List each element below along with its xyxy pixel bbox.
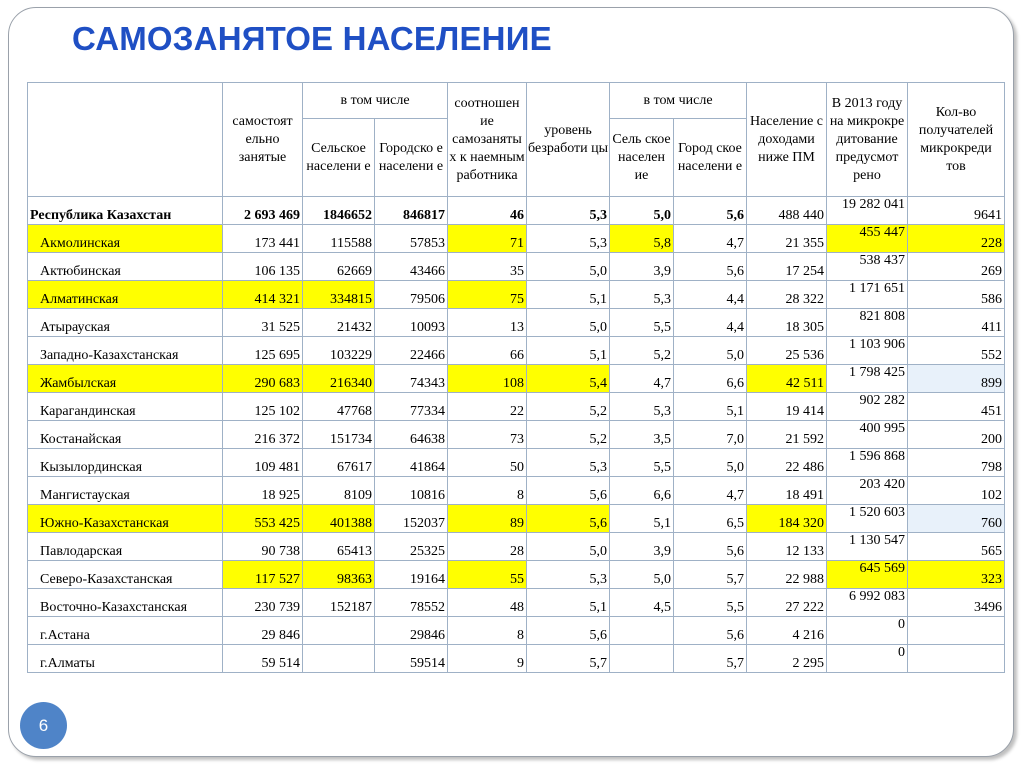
cell-urban: 79506 (375, 281, 448, 309)
cell-ratio: 50 (448, 449, 527, 477)
cell-unemp-rural: 3,5 (610, 421, 674, 449)
row-region: г.Алматы (28, 645, 223, 673)
cell-self-employed: 90 738 (223, 533, 303, 561)
row-region: Костанайская (28, 421, 223, 449)
header-ratio: соотношен ие самозаняты х к наемным работника (448, 83, 527, 197)
header-below-pm: Население с доходами ниже ПМ (747, 83, 827, 197)
cell-unemp-urban: 4,4 (674, 281, 747, 309)
cell-microcredit: 1 596 868 (827, 449, 908, 477)
cell-unemp-urban: 5,6 (674, 617, 747, 645)
header-urban-pop: Городско е населени е (375, 119, 448, 197)
table-row (28, 589, 1005, 617)
row-region: Жамбылская (28, 365, 223, 393)
cell-below-pm: 488 440 (747, 197, 827, 225)
cell-below-pm: 42 511 (747, 365, 827, 393)
row-region: Кызылординская (28, 449, 223, 477)
cell-below-pm: 17 254 (747, 253, 827, 281)
table-row (28, 225, 1005, 253)
table-row (28, 561, 1005, 589)
cell-unemp-urban: 5,5 (674, 589, 747, 617)
row-region: Павлодарская (28, 533, 223, 561)
cell-unemp: 5,2 (527, 421, 610, 449)
cell-unemp-rural: 5,3 (610, 393, 674, 421)
cell-borrowers (908, 645, 1005, 673)
table-row (28, 617, 1005, 645)
table-row (28, 393, 1005, 421)
row-region: Актюбинская (28, 253, 223, 281)
cell-below-pm: 25 536 (747, 337, 827, 365)
cell-borrowers: 798 (908, 449, 1005, 477)
cell-rural: 21432 (303, 309, 375, 337)
cell-unemp-rural: 4,7 (610, 365, 674, 393)
cell-urban: 10816 (375, 477, 448, 505)
cell-unemp-urban: 5,7 (674, 645, 747, 673)
cell-microcredit: 203 420 (827, 477, 908, 505)
cell-microcredit: 1 171 651 (827, 281, 908, 309)
row-region: Южно-Казахстанская (28, 505, 223, 533)
cell-microcredit: 1 130 547 (827, 533, 908, 561)
cell-microcredit: 1 798 425 (827, 365, 908, 393)
cell-unemp: 5,0 (527, 253, 610, 281)
cell-ratio: 35 (448, 253, 527, 281)
cell-unemp-urban: 5,1 (674, 393, 747, 421)
cell-below-pm: 4 216 (747, 617, 827, 645)
cell-unemp: 5,4 (527, 365, 610, 393)
cell-unemp-rural (610, 617, 674, 645)
cell-ratio: 75 (448, 281, 527, 309)
cell-unemp-rural: 5,0 (610, 561, 674, 589)
cell-unemp-rural: 4,5 (610, 589, 674, 617)
cell-rural: 152187 (303, 589, 375, 617)
table-row (28, 449, 1005, 477)
cell-self-employed: 117 527 (223, 561, 303, 589)
cell-below-pm: 21 355 (747, 225, 827, 253)
cell-rural: 98363 (303, 561, 375, 589)
cell-unemp-urban: 6,6 (674, 365, 747, 393)
table-row (28, 477, 1005, 505)
cell-unemp-rural: 5,8 (610, 225, 674, 253)
cell-unemp-urban: 7,0 (674, 421, 747, 449)
page-number-badge: 6 (20, 702, 67, 749)
cell-below-pm: 12 133 (747, 533, 827, 561)
cell-self-employed: 109 481 (223, 449, 303, 477)
cell-unemp: 5,6 (527, 617, 610, 645)
cell-unemp-urban: 4,7 (674, 225, 747, 253)
cell-unemp: 5,0 (527, 309, 610, 337)
cell-rural (303, 645, 375, 673)
table-row (28, 365, 1005, 393)
cell-ratio: 9 (448, 645, 527, 673)
cell-below-pm: 28 322 (747, 281, 827, 309)
cell-self-employed: 2 693 469 (223, 197, 303, 225)
cell-below-pm: 18 491 (747, 477, 827, 505)
cell-unemp-urban: 5,0 (674, 449, 747, 477)
cell-borrowers: 269 (908, 253, 1005, 281)
table-row (28, 645, 1005, 673)
cell-unemp: 5,2 (527, 393, 610, 421)
cell-borrowers: 899 (908, 365, 1005, 393)
cell-rural: 65413 (303, 533, 375, 561)
cell-rural: 8109 (303, 477, 375, 505)
cell-unemp-rural: 3,9 (610, 533, 674, 561)
cell-unemp: 5,3 (527, 561, 610, 589)
cell-borrowers: 9641 (908, 197, 1005, 225)
cell-below-pm: 184 320 (747, 505, 827, 533)
header-rural-pop: Сельское населени е (303, 119, 375, 197)
cell-rural: 47768 (303, 393, 375, 421)
cell-ratio: 28 (448, 533, 527, 561)
cell-borrowers: 323 (908, 561, 1005, 589)
cell-self-employed: 125 695 (223, 337, 303, 365)
cell-unemp: 5,1 (527, 281, 610, 309)
cell-borrowers (908, 617, 1005, 645)
cell-self-employed: 173 441 (223, 225, 303, 253)
cell-urban: 41864 (375, 449, 448, 477)
cell-urban: 25325 (375, 533, 448, 561)
cell-unemp-urban: 5,6 (674, 533, 747, 561)
cell-below-pm: 19 414 (747, 393, 827, 421)
cell-unemp-rural: 6,6 (610, 477, 674, 505)
row-region: Республика Казахстан (28, 197, 223, 225)
cell-borrowers: 565 (908, 533, 1005, 561)
cell-unemp: 5,6 (527, 505, 610, 533)
cell-urban: 64638 (375, 421, 448, 449)
cell-microcredit: 455 447 (827, 225, 908, 253)
cell-self-employed: 290 683 (223, 365, 303, 393)
table-row (28, 421, 1005, 449)
cell-ratio: 66 (448, 337, 527, 365)
cell-unemp-rural: 5,5 (610, 309, 674, 337)
header-unemp-rural: Сель ское населен ие (610, 119, 674, 197)
cell-self-employed: 230 739 (223, 589, 303, 617)
cell-ratio: 55 (448, 561, 527, 589)
cell-unemp: 5,3 (527, 449, 610, 477)
cell-ratio: 108 (448, 365, 527, 393)
cell-below-pm: 2 295 (747, 645, 827, 673)
row-region: Мангистауская (28, 477, 223, 505)
table-row-total (28, 197, 1005, 225)
cell-self-employed: 18 925 (223, 477, 303, 505)
cell-rural: 67617 (303, 449, 375, 477)
cell-unemp-urban: 4,4 (674, 309, 747, 337)
cell-borrowers: 411 (908, 309, 1005, 337)
cell-unemp: 5,7 (527, 645, 610, 673)
cell-urban: 43466 (375, 253, 448, 281)
cell-ratio: 13 (448, 309, 527, 337)
cell-ratio: 73 (448, 421, 527, 449)
cell-borrowers: 102 (908, 477, 1005, 505)
row-region: Акмолинская (28, 225, 223, 253)
header-microcredit: В 2013 году на микрокре дитование предусмот рено (827, 83, 908, 197)
cell-urban: 10093 (375, 309, 448, 337)
cell-rural: 115588 (303, 225, 375, 253)
table-row (28, 337, 1005, 365)
row-region: Атырауская (28, 309, 223, 337)
header-unemp-urban: Город ское населени е (674, 119, 747, 197)
cell-urban: 57853 (375, 225, 448, 253)
table-row (28, 505, 1005, 533)
cell-unemp-rural: 5,0 (610, 197, 674, 225)
cell-urban: 77334 (375, 393, 448, 421)
cell-borrowers: 552 (908, 337, 1005, 365)
cell-unemp: 5,3 (527, 197, 610, 225)
cell-ratio: 48 (448, 589, 527, 617)
row-region: Северо-Казахстанская (28, 561, 223, 589)
cell-microcredit: 1 520 603 (827, 505, 908, 533)
row-region: Восточно-Казахстанская (28, 589, 223, 617)
cell-rural: 151734 (303, 421, 375, 449)
cell-unemp-urban: 5,6 (674, 197, 747, 225)
cell-microcredit: 821 808 (827, 309, 908, 337)
cell-ratio: 22 (448, 393, 527, 421)
cell-below-pm: 21 592 (747, 421, 827, 449)
cell-unemp-urban: 5,0 (674, 337, 747, 365)
cell-rural: 334815 (303, 281, 375, 309)
cell-unemp-urban: 6,5 (674, 505, 747, 533)
table-row (28, 281, 1005, 309)
header-incl-1: в том числе (303, 83, 448, 119)
cell-below-pm: 22 988 (747, 561, 827, 589)
cell-microcredit: 6 992 083 (827, 589, 908, 617)
cell-borrowers: 200 (908, 421, 1005, 449)
cell-borrowers: 228 (908, 225, 1005, 253)
cell-ratio: 71 (448, 225, 527, 253)
cell-rural: 401388 (303, 505, 375, 533)
cell-unemp: 5,1 (527, 337, 610, 365)
cell-microcredit: 645 569 (827, 561, 908, 589)
cell-unemp-rural: 5,3 (610, 281, 674, 309)
cell-unemp-urban: 5,6 (674, 253, 747, 281)
table-row (28, 309, 1005, 337)
row-region: Алматинская (28, 281, 223, 309)
cell-unemp-urban: 5,7 (674, 561, 747, 589)
cell-self-employed: 414 321 (223, 281, 303, 309)
header-region (28, 83, 223, 197)
cell-unemp-rural: 5,1 (610, 505, 674, 533)
cell-self-employed: 216 372 (223, 421, 303, 449)
cell-microcredit: 19 282 041 (827, 197, 908, 225)
row-region: г.Астана (28, 617, 223, 645)
cell-self-employed: 59 514 (223, 645, 303, 673)
cell-rural: 62669 (303, 253, 375, 281)
cell-below-pm: 22 486 (747, 449, 827, 477)
cell-microcredit: 0 (827, 645, 908, 673)
cell-ratio: 8 (448, 617, 527, 645)
cell-unemp-rural: 5,5 (610, 449, 674, 477)
header-incl-2: в том числе (610, 83, 747, 119)
cell-self-employed: 553 425 (223, 505, 303, 533)
cell-urban: 29846 (375, 617, 448, 645)
cell-self-employed: 106 135 (223, 253, 303, 281)
header-self-employed: самостоят ельно занятые (223, 83, 303, 197)
cell-rural: 103229 (303, 337, 375, 365)
cell-rural: 216340 (303, 365, 375, 393)
cell-microcredit: 0 (827, 617, 908, 645)
cell-ratio: 89 (448, 505, 527, 533)
cell-microcredit: 538 437 (827, 253, 908, 281)
cell-self-employed: 125 102 (223, 393, 303, 421)
cell-rural (303, 617, 375, 645)
cell-unemp: 5,1 (527, 589, 610, 617)
cell-urban: 59514 (375, 645, 448, 673)
cell-below-pm: 27 222 (747, 589, 827, 617)
cell-urban: 78552 (375, 589, 448, 617)
cell-microcredit: 400 995 (827, 421, 908, 449)
row-region: Карагандинская (28, 393, 223, 421)
cell-unemp-urban: 4,7 (674, 477, 747, 505)
cell-borrowers: 586 (908, 281, 1005, 309)
cell-borrowers: 760 (908, 505, 1005, 533)
table-row (28, 253, 1005, 281)
cell-below-pm: 18 305 (747, 309, 827, 337)
cell-microcredit: 1 103 906 (827, 337, 908, 365)
cell-unemp-rural (610, 645, 674, 673)
cell-urban: 74343 (375, 365, 448, 393)
cell-borrowers: 451 (908, 393, 1005, 421)
cell-unemp: 5,3 (527, 225, 610, 253)
cell-urban: 22466 (375, 337, 448, 365)
cell-ratio: 8 (448, 477, 527, 505)
cell-unemp-rural: 3,9 (610, 253, 674, 281)
cell-unemp: 5,0 (527, 533, 610, 561)
cell-self-employed: 31 525 (223, 309, 303, 337)
cell-borrowers: 3496 (908, 589, 1005, 617)
cell-rural: 1846652 (303, 197, 375, 225)
cell-unemp-rural: 5,2 (610, 337, 674, 365)
page-title: САМОЗАНЯТОЕ НАСЕЛЕНИЕ (72, 20, 552, 57)
cell-microcredit: 902 282 (827, 393, 908, 421)
cell-self-employed: 29 846 (223, 617, 303, 645)
cell-urban: 152037 (375, 505, 448, 533)
data-table (27, 82, 1005, 673)
cell-ratio: 46 (448, 197, 527, 225)
header-borrowers: Кол-во получателей микрокреди тов (908, 83, 1005, 197)
cell-urban: 19164 (375, 561, 448, 589)
header-unemployment: уровень безработи цы (527, 83, 610, 197)
row-region: Западно-Казахстанская (28, 337, 223, 365)
cell-unemp: 5,6 (527, 477, 610, 505)
cell-urban: 846817 (375, 197, 448, 225)
table-row (28, 533, 1005, 561)
